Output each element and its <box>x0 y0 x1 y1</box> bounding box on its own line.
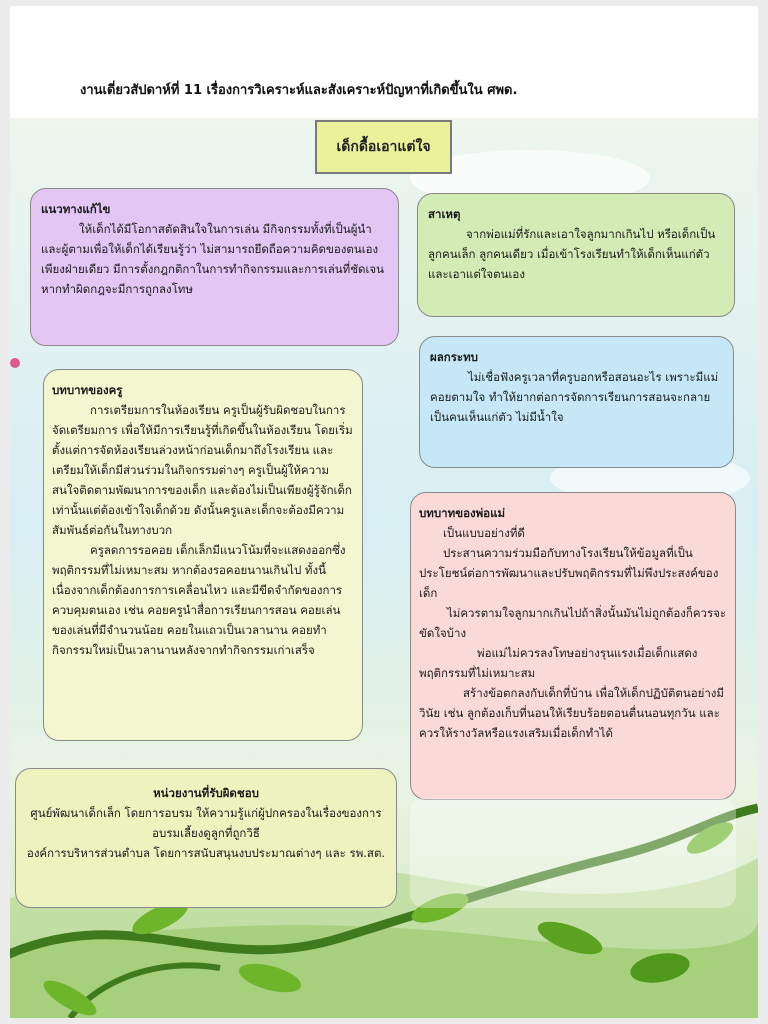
agency-line-2: องค์การบริหารส่วนตำบล โดยการสนับสนุนงบประมาณต่างๆ และ รพ.สต. <box>26 846 386 860</box>
teacher-role-paragraph-2: ครูลดการรอคอย เด็กเล็กมีแนวโน้มที่จะแสดงออกซึ่งพฤติกรรมที่ไม่เหมาะสม หากต้องรอคอยนานเกินไป ทั้งนี้เนื่องจากเด็กต้องการการเคลื่อนไหว และมีขีดจำกัดของการควบคุมตนเอง เช่น คอยครูนำสื่อการเรียนการสอน คอยเล่นของเล่นที่มีจำนวนน้อย คอยในแถวเป็นเวลานาน คอยทำกิจกรรมใหม่เป็นเวลานานหลังจากทำกิจกรรมเก่าเสร็จ <box>52 543 346 657</box>
assignment-heading: งานเดี่ยวสัปดาห์ที่ 11 เรื่องการวิเคราะห์และสังเคราะห์ปัญหาที่เกิดขึ้นใน ศพด. <box>80 83 518 98</box>
parents-role-item: ประสานความร่วมมือกับทางโรงเรียนให้ข้อมูลที่เป็นประโยชน์ต่อการพัฒนาและปรับพฤติกรรมที่ไม่พึงประสงค์ของเด็ก <box>419 546 719 600</box>
solution-title: แนวทางแก้ไข <box>41 202 111 216</box>
faded-panel <box>410 798 736 908</box>
effect-title: ผลกระทบ <box>430 350 478 364</box>
parents-role-item: ไม่ควรตามใจลูกมากเกินไปถ้าสิ่งนั้นมันไม่ถูกต้องก็ควรจะขัดใจบ้าง <box>419 606 727 640</box>
agency-box <box>15 768 397 908</box>
cause-text: จากพ่อแม่ที่รักและเอาใจลูกมากเกินไป หรือเด็กเป็นลูกคนเล็ก ลูกคนเดียว เมื่อเข้าโรงเรียนทำให้เด็กเห็นแก่ตัวและเอาแต่ใจตนเอง <box>428 227 716 281</box>
document-page <box>10 6 758 1018</box>
agency-line-1: ศูนย์พัฒนาเด็กเล็ก โดยการอบรม ให้ความรู้แก่ผู้ปกครองในเรื่องของการอบรมเลี้ยงดูลูกที่ถูกวิธี <box>30 806 382 840</box>
cause-box <box>417 193 735 317</box>
effect-text: ไม่เชื่อฟังครูเวลาที่ครูบอกหรือสอนอะไร เพราะมีแม่คอยตามใจ ทำให้ยากต่อการจัดการเรียนการสอนจะกลายเป็นคนเห็นแก่ตัว ไม่มีน้ำใจ <box>430 370 719 424</box>
teacher-role-paragraph-1: การเตรียมการในห้องเรียน ครูเป็นผู้รับผิดชอบในการจัดเตรียมการ เพื่อให้มีการเรียนรู้ที่เกิดขึ้นในห้องเรียน โดยเริ่มตั้งแต่การจัดห้องเรียนล่วงหน้าก่อนเด็กมาถึงโรงเรียน และเตรียมให้เด็กมีส่วนร่วมในกิจกรรมต่างๆ ครูเป็นผู้ให้ความสนใจติดตามพัฒนาการของเด็ก และต้องไม่เป็นเพียงผู้รู้จักเด็กเท่านั้นแต่ต้องเข้าใจเด็กด้วย ดังนั้นครูและเด็กจะต้องมีความสัมพันธ์ต่อกันในทางบวก <box>52 403 353 537</box>
effect-box <box>419 336 734 468</box>
parents-role-box <box>410 492 736 800</box>
teacher-role-title: บทบาทของครู <box>52 383 123 397</box>
solution-box <box>30 188 399 346</box>
cause-title: สาเหตุ <box>428 207 461 221</box>
topic-title: เด็กดื้อเอาแต่ใจ <box>315 120 452 174</box>
solution-text: ให้เด็กได้มีโอกาสตัดสินใจในการเล่น มีกิจกรรมทั้งที่เป็นผู้นำและผู้ตามเพื่อให้เด็กได้เรียนรู้ว่า ไม่สามารถยึดถือความคิดของตนเองเพียงฝ่ายเดียว มีการตั้งกฎกติกาในการทำกิจกรรมและการเล่นที่ชัดเจน หากทำผิดกฎจะมีการถูกลงโทษ <box>41 222 385 296</box>
parents-role-item: พ่อแม่ไม่ควรลงโทษอย่างรุนแรงเมื่อเด็กแสดงพฤติกรรมที่ไม่เหมาะสม <box>419 646 698 680</box>
agency-title: หน่วยงานที่รับผิดชอบ <box>153 786 259 800</box>
parents-role-title: บทบาทของพ่อแม่ <box>419 506 506 520</box>
teacher-role-box <box>43 369 363 741</box>
parents-role-item: สร้างข้อตกลงกับเด็กที่บ้าน เพื่อให้เด็กปฏิบัติตนอย่างมีวินัย เช่น ลูกต้องเก็บที่นอนให้เรียบร้อยตอนตื่นนอนทุกวัน และควรให้รางวัลหรือแรงเสริมเมื่อเด็กทำได้ <box>419 686 725 740</box>
parents-role-item: เป็นแบบอย่างที่ดี <box>443 526 525 540</box>
